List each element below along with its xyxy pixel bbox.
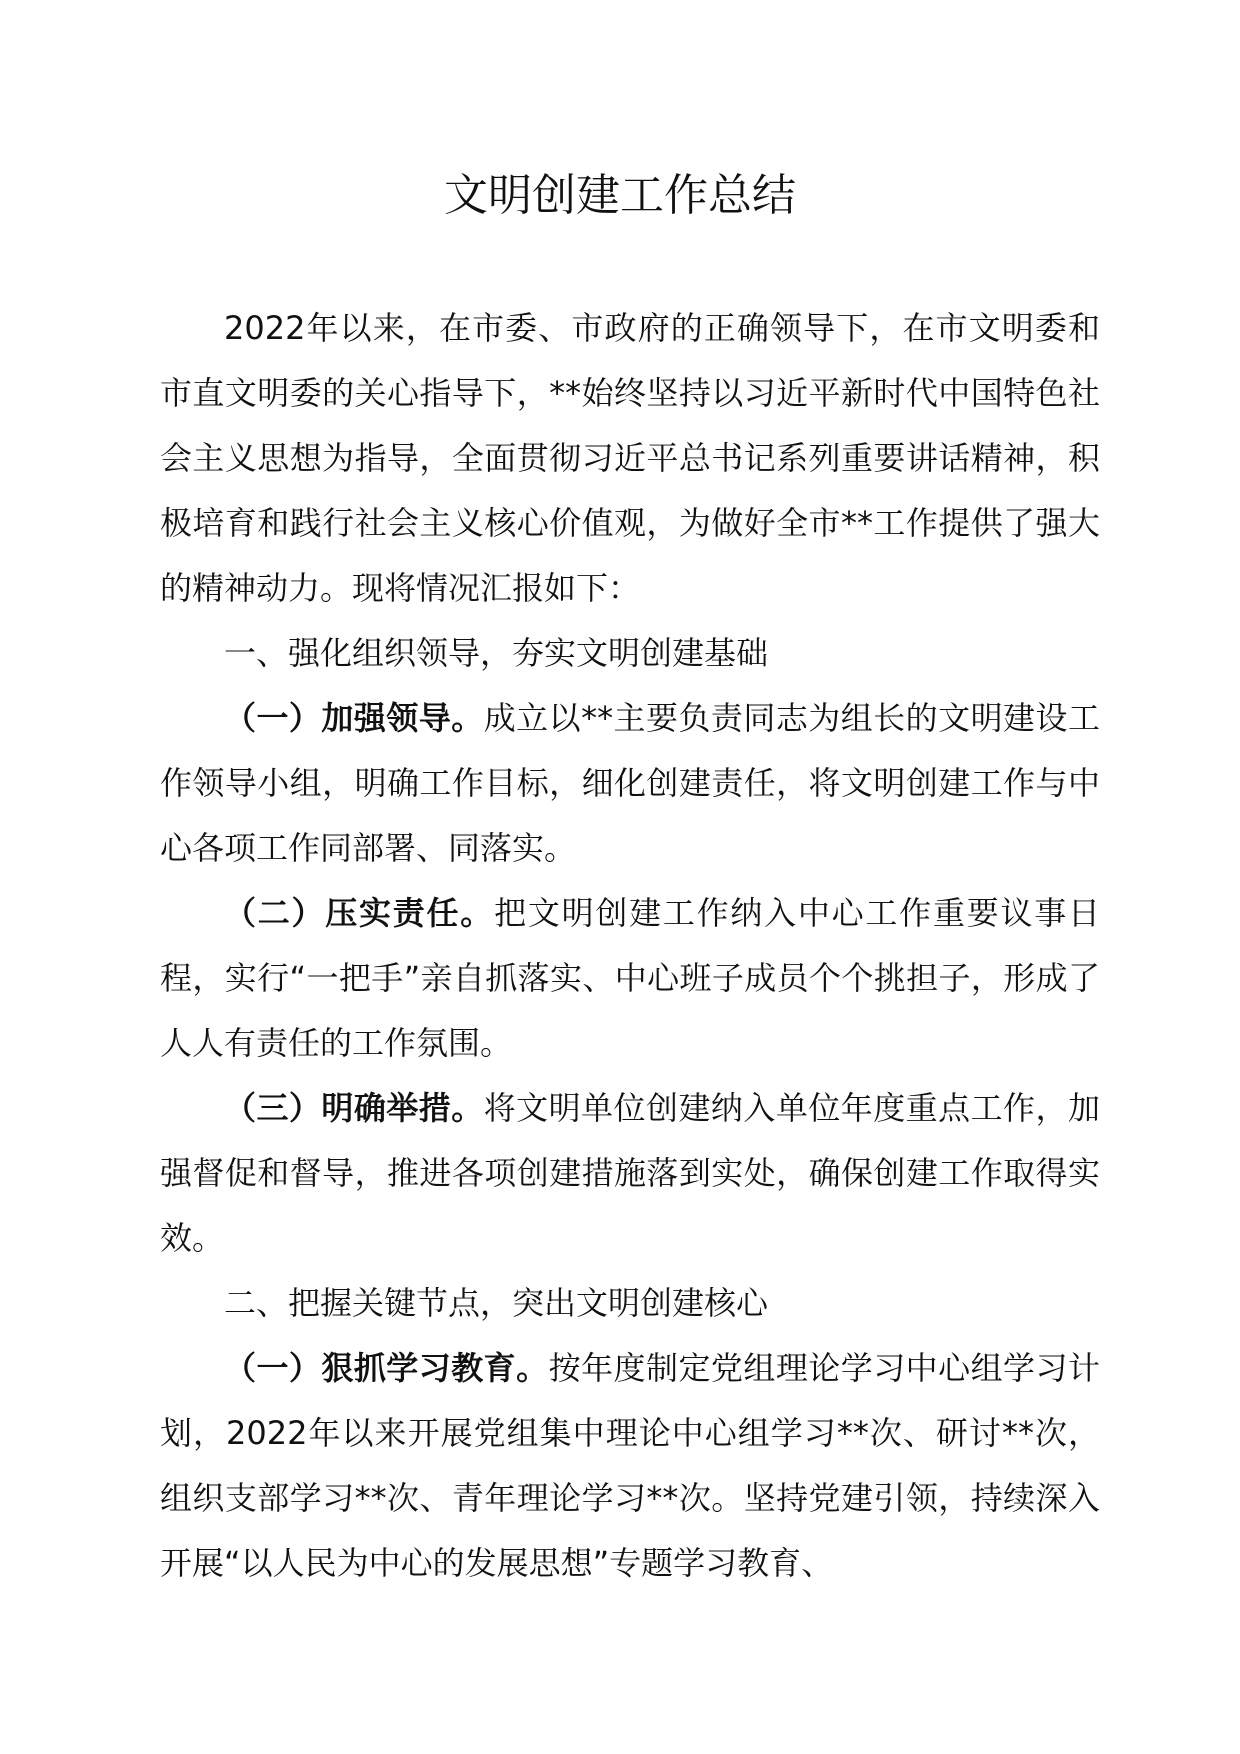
section-heading-2 [160,1271,1100,1336]
paragraph-lead: （二）压实责任。 [224,894,495,932]
paragraph-text: 按年度制定党组理论学习中心组学习计划，2022年以来开展党组集中理论中心组学习**次、研讨**次，组织支部学习**次、青年理论学习**次。坚持党建引领，持续深入开展“以人民为中心的发展思想”专题学习教育、 [160,1349,1100,1582]
paragraph-1-1 [160,686,1100,881]
paragraph-text: 把文明创建工作纳入中心工作重要议事日程，实行“一把手”亲自抓落实、中心班子成员个个挑担子，形成了人人有责任的工作氛围。 [160,894,1100,1062]
paragraph-lead: （一）狠抓学习教育。 [224,1349,549,1387]
document-title: 文明创建工作总结 [444,170,796,221]
paragraph-text: 2022年以来，在市委、市政府的正确领导下，在市文明委和市直文明委的关心指导下，**始终坚持以习近平新时代中国特色社会主义思想为指导，全面贯彻习近平总书记系列重要讲话精神，积极培育和践行社会主义核心价值观，为做好全市**工作提供了强大的精神动力。现将情况汇报如下： [160,309,1100,607]
paragraph-text: 将文明单位创建纳入单位年度重点工作，加强督促和督导，推进各项创建措施落到实处，确保创建工作取得实效。 [160,1089,1100,1257]
paragraph-text: 一、强化组织领导，夯实文明创建基础 [224,634,769,672]
paragraph-lead: （三）明确举措。 [224,1089,484,1127]
paragraph-text: 成立以**主要负责同志为组长的文明建设工作领导小组，明确工作目标，细化创建责任，将文明创建工作与中心各项工作同部署、同落实。 [160,699,1100,867]
paragraph-1-2 [160,881,1100,1076]
paragraph-lead: （一）加强领导。 [224,699,484,737]
section-heading-1 [160,621,1100,686]
document-body [160,296,1100,1596]
paragraph-2-1 [160,1336,1100,1596]
paragraph-1-3 [160,1076,1100,1271]
paragraph-text: 二、把握关键节点，突出文明创建核心 [224,1284,769,1322]
paragraph-intro [160,296,1100,621]
